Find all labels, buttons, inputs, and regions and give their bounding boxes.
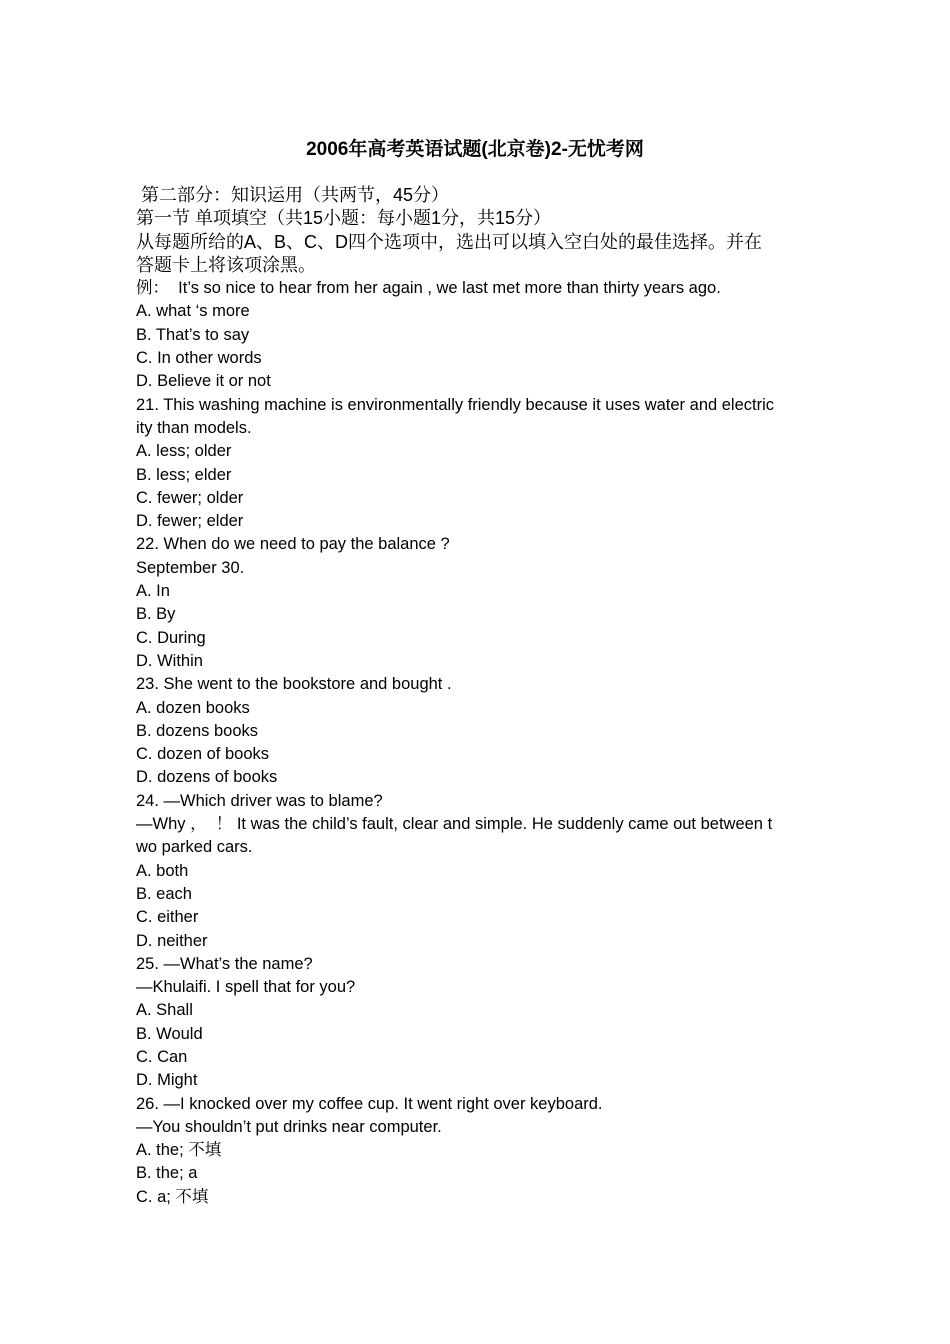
text-line: 第一节 单项填空（共15小题：每小题1分，共15分）	[136, 208, 552, 229]
text-line: C. Can	[136, 1047, 188, 1066]
text-line: A. Shall	[136, 1001, 193, 1020]
text-line: D. dozens of books	[136, 768, 278, 787]
text-line: 第二部分：知识运用（共两节，45分）	[136, 185, 450, 205]
text-line: A. less; older	[136, 442, 232, 461]
text-line: C. During	[136, 628, 206, 647]
text-line: C. fewer; older	[136, 488, 244, 507]
text-line: 从每题所给的A、B、C、D四个选项中，选出可以填入空白处的最佳选择。并在	[136, 231, 763, 252]
document-body	[136, 184, 826, 1209]
text-line: 26. —I knocked over my coffee cup. It went right over keyboard.	[136, 1094, 603, 1113]
text-line: A. dozen books	[136, 698, 250, 717]
text-line: A. what ‘s more	[136, 302, 250, 321]
text-line: C. a; 不填	[136, 1187, 209, 1206]
text-line: 21. This washing machine is environmentally friendly because it uses water and electric	[136, 395, 775, 414]
text-line: 23. She went to the bookstore and bought .	[136, 675, 452, 694]
text-line: wo parked cars.	[136, 838, 253, 857]
text-line: C. dozen of books	[136, 745, 269, 764]
text-line: 25. —What’s the name?	[136, 954, 313, 973]
text-line: B. each	[136, 884, 192, 903]
text-line: B. By	[136, 605, 176, 624]
text-line: B. the; a	[136, 1164, 198, 1183]
text-line: D. fewer; elder	[136, 512, 244, 531]
text-line: 答题卡上将该项涂黑。	[136, 254, 316, 275]
text-line: B. dozens books	[136, 721, 258, 740]
text-line: 24. —Which driver was to blame?	[136, 791, 383, 810]
text-line: —Khulaifi. I spell that for you?	[136, 978, 356, 997]
text-line: B. That’s to say	[136, 325, 250, 344]
text-line: 例： It’s so nice to hear from her again , we last met more than thirty years ago.	[136, 279, 721, 298]
text-line: B. less; elder	[136, 465, 232, 484]
text-line: A. In	[136, 582, 170, 601]
text-line: ity than models.	[136, 418, 252, 437]
text-line: A. both	[136, 861, 189, 880]
text-line: 22. When do we need to pay the balance ?	[136, 535, 450, 554]
text-line: D. Believe it or not	[136, 372, 271, 391]
text-line: D. Within	[136, 651, 203, 670]
text-line: September 30.	[136, 558, 245, 577]
text-line: D. neither	[136, 931, 208, 950]
text-line: —You shouldn’t put drinks near computer.	[136, 1117, 442, 1136]
document-title: 2006年高考英语试题(北京卷)2-无忧考网	[306, 139, 644, 160]
text-line: B. Would	[136, 1024, 203, 1043]
text-line: A. the; 不填	[136, 1141, 222, 1160]
text-line: D. Might	[136, 1071, 198, 1090]
text-line: C. either	[136, 908, 199, 927]
text-line: C. In other words	[136, 349, 262, 368]
text-line: —Why ， ！ It was the child’s fault, clear and simple. He suddenly came out between t	[136, 815, 773, 834]
